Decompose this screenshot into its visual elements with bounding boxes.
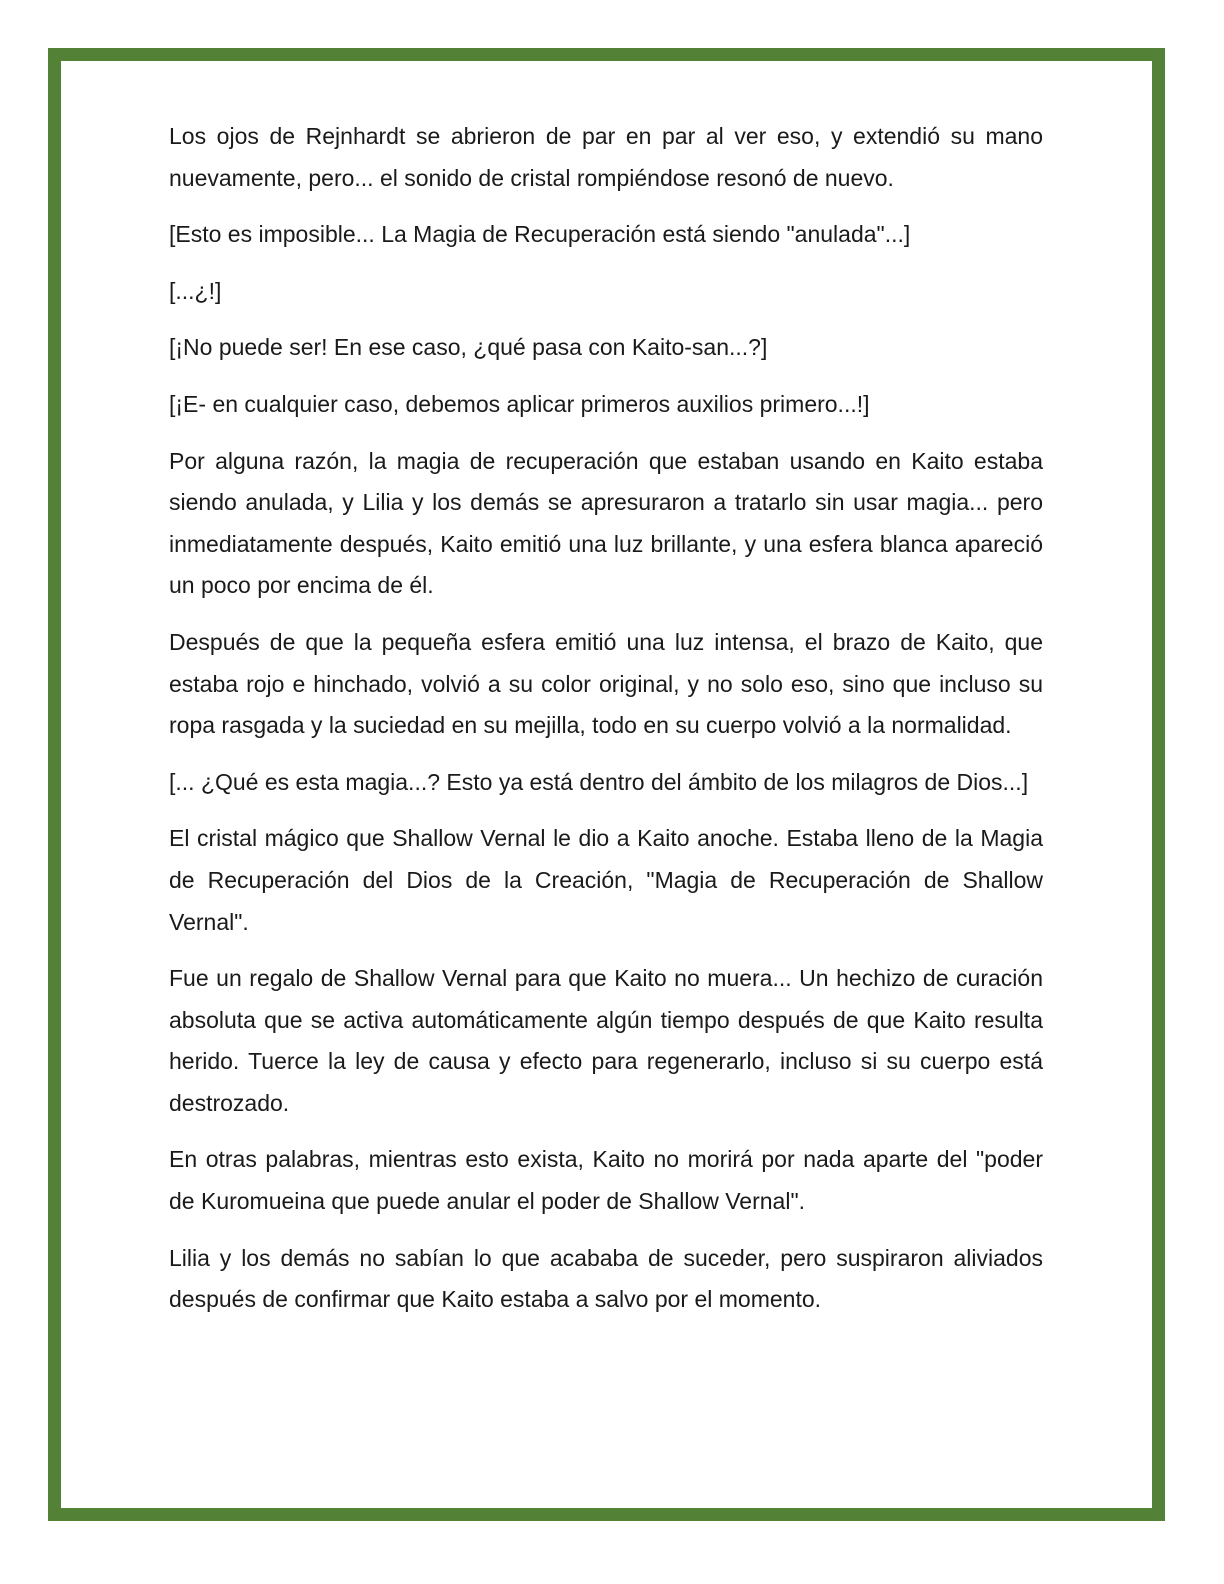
paragraph-6: Por alguna razón, la magia de recuperación que estaban usando en Kaito estaba siendo anulada, y Lilia y los demás se apresuraron a tratarlo sin usar magia... pero inmediatamente después, Kaito emitió una luz brillante, y una esfera blanca apareció un poco por encima de él. xyxy=(169,447,1043,599)
paragraph-5: [¡E- en cualquier caso, debemos aplicar primeros auxilios primero...!] xyxy=(169,390,870,417)
paragraph-11: En otras palabras, mientras esto exista, Kaito no morirá por nada aparte del "poder de Kuromueina que puede anular el poder de Shallow Vernal". xyxy=(169,1146,1043,1215)
paragraph-8: [... ¿Qué es esta magia...? Esto ya está dentro del ámbito de los milagros de Dios...] xyxy=(169,768,1029,795)
paragraph-12: Lilia y los demás no sabían lo que acababa de suceder, pero suspiraron aliviados después de confirmar que Kaito estaba a salvo por el momento. xyxy=(169,1244,1043,1313)
paragraph-10: Fue un regalo de Shallow Vernal para que Kaito no muera... Un hechizo de curación absoluta que se activa automáticamente algún tiempo después de que Kaito resulta herido. Tuerce la ley de causa y efecto para regenerarlo, incluso si su cuerpo está destrozado. xyxy=(169,965,1043,1116)
paragraph-9: El cristal mágico que Shallow Vernal le dio a Kaito anoche. Estaba lleno de la Magia de Recuperación del Dios de la Creación, "Magia de Recuperación de Shallow Vernal". xyxy=(169,825,1043,935)
document-body xyxy=(169,116,1043,1336)
paragraph-2: [Esto es imposible... La Magia de Recuperación está siendo "anulada"...] xyxy=(169,221,911,248)
paragraph-1: Los ojos de Rejnhardt se abrieron de par en par al ver eso, y extendió su mano nuevamente, pero... el sonido de cristal rompiéndose resonó de nuevo. xyxy=(169,123,1043,191)
paragraph-3: [...¿!] xyxy=(169,277,222,304)
paragraph-4: [¡No puede ser! En ese caso, ¿qué pasa con Kaito-san...?] xyxy=(169,334,768,361)
paragraph-7: Después de que la pequeña esfera emitió una luz intensa, el brazo de Kaito, que estaba rojo e hinchado, volvió a su color original, y no solo eso, sino que incluso su ropa rasgada y la suciedad en su mejilla, todo en su cuerpo volvió a la normalidad. xyxy=(169,628,1043,739)
